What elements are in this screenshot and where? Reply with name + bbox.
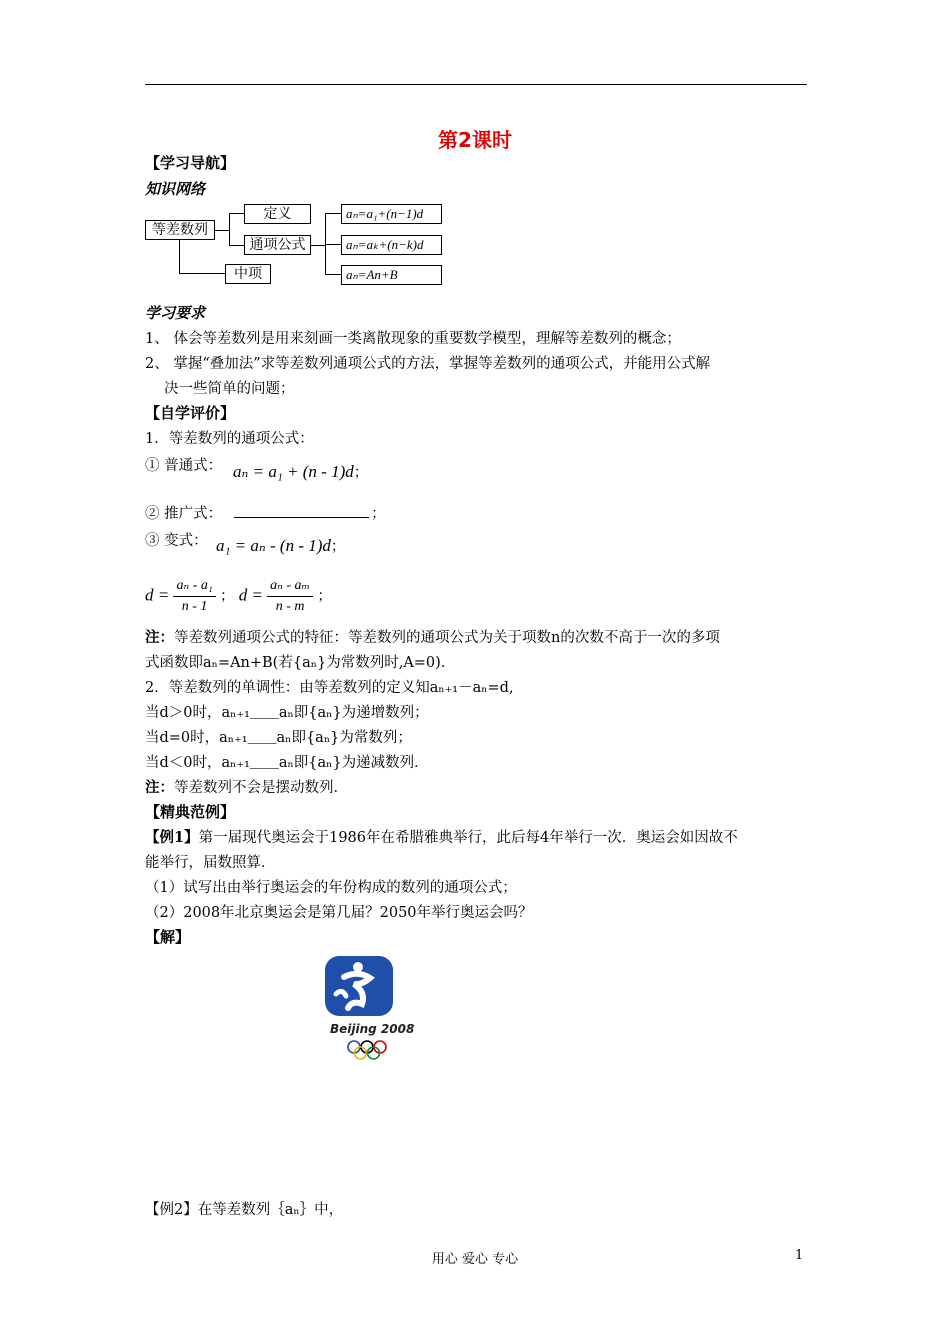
- example-1-cont: 能举行，届数照算．: [145, 855, 276, 871]
- variant-form-formula: a₁ = aₙ - (n - 1)d；: [216, 536, 346, 555]
- section-selfeval: 【自学评价】: [145, 404, 236, 422]
- d-fraction-2: $\frac{\text{aₙ - aₘ}}{n - m}$: [267, 576, 313, 617]
- diagram-general-term: 通项公式: [244, 235, 311, 255]
- selfeval-item-1: 1．等差数列的通项公式：: [145, 431, 314, 447]
- note-1-cont: 式函数即aₙ=An+B(若{aₙ}为常数列时,A=0)．: [145, 655, 456, 671]
- footer-text: 用心 爱心 专心: [431, 1252, 519, 1267]
- example-1: 【例1】第一届现代奥运会于1986年在希腊雅典举行，此后每4年举行一次．奥运会如因故不: [145, 829, 738, 846]
- requirement-2-cont: 决一些简单的问题；: [164, 381, 295, 397]
- diagram-formula-3: aₙ=An+B: [341, 265, 442, 285]
- diagram-root: 等差数列: [145, 220, 215, 240]
- logo-text: Beijing 2008: [330, 1022, 415, 1036]
- beijing-2008-logo: [322, 952, 422, 1070]
- monotonic-decreasing: 当d＜0时，aₙ₊₁＿＿aₙ即{aₙ}为递减数列．: [145, 755, 429, 771]
- section-requirements: 学习要求: [145, 304, 206, 322]
- normal-form-label: ① 普通式：: [145, 458, 223, 474]
- monotonic-constant: 当d=0时，aₙ₊₁＿＿aₙ即{aₙ}为常数列；: [145, 730, 412, 746]
- note-1: 注：等差数列通项公式的特征：等差数列的通项公式为关于项数n的次数不高于一次的多项: [145, 629, 720, 646]
- selfeval-item-2: 2．等差数列的单调性：由等差数列的定义知aₙ₊₁－aₙ=d,: [145, 680, 514, 696]
- note-2: 注：等差数列不会是摆动数列．: [145, 779, 348, 796]
- section-network: 知识网络: [145, 180, 206, 198]
- page-title: 第2课时: [438, 128, 512, 152]
- d-fraction-1: $\frac{\text{aₙ - a₁}}{n - 1}$: [173, 576, 215, 617]
- diagram-formula-2: aₙ=aₖ+(n−k)d: [341, 235, 442, 255]
- requirement-1: 1、 体会等差数列是用来刻画一类离散现象的重要数学模型，理解等差数列的概念；: [145, 331, 681, 347]
- page-number: 1: [795, 1248, 804, 1263]
- example-2: 【例2】在等差数列｛aₙ｝中，: [145, 1202, 344, 1218]
- section-examples: 【精典范例】: [145, 803, 236, 821]
- requirement-2: 2、 掌握“叠加法”求等差数列通项公式的方法，掌握等差数列的通项公式，并能用公式解: [145, 356, 711, 372]
- diagram-definition: 定义: [244, 204, 311, 224]
- section-nav: 【学习导航】: [145, 154, 236, 172]
- olympic-emblem-icon: [322, 952, 422, 1070]
- general-form-blank[interactable]: [234, 517, 369, 518]
- normal-form-formula: aₙ = a₁ + (n - 1)d；: [233, 462, 369, 481]
- variant-form-label: ③ 变式：: [145, 533, 208, 549]
- diagram-middle: 中项: [225, 264, 271, 284]
- example-1-solution: 【解】: [145, 928, 191, 946]
- diagram-formula-1: aₙ=a₁+(n−1)d: [341, 204, 442, 224]
- example-1-question-1: （1）试写出由举行奥运会的年份构成的数列的通项公式；: [145, 880, 517, 896]
- general-form-label: ② 推广式： ；: [145, 506, 386, 522]
- d-formulas: d = $\frac{\text{aₙ - a₁}}{n - 1}$ ； d = $\frac{\text{aₙ - aₘ}}{n - m}$ ；: [145, 576, 332, 617]
- monotonic-increasing: 当d＞0时，aₙ₊₁＿＿aₙ即{aₙ}为递增数列；: [145, 705, 429, 721]
- header-rule: [145, 84, 807, 85]
- example-1-question-2: （2）2008年北京奥运会是第几届？2050年举行奥运会吗？: [145, 905, 533, 921]
